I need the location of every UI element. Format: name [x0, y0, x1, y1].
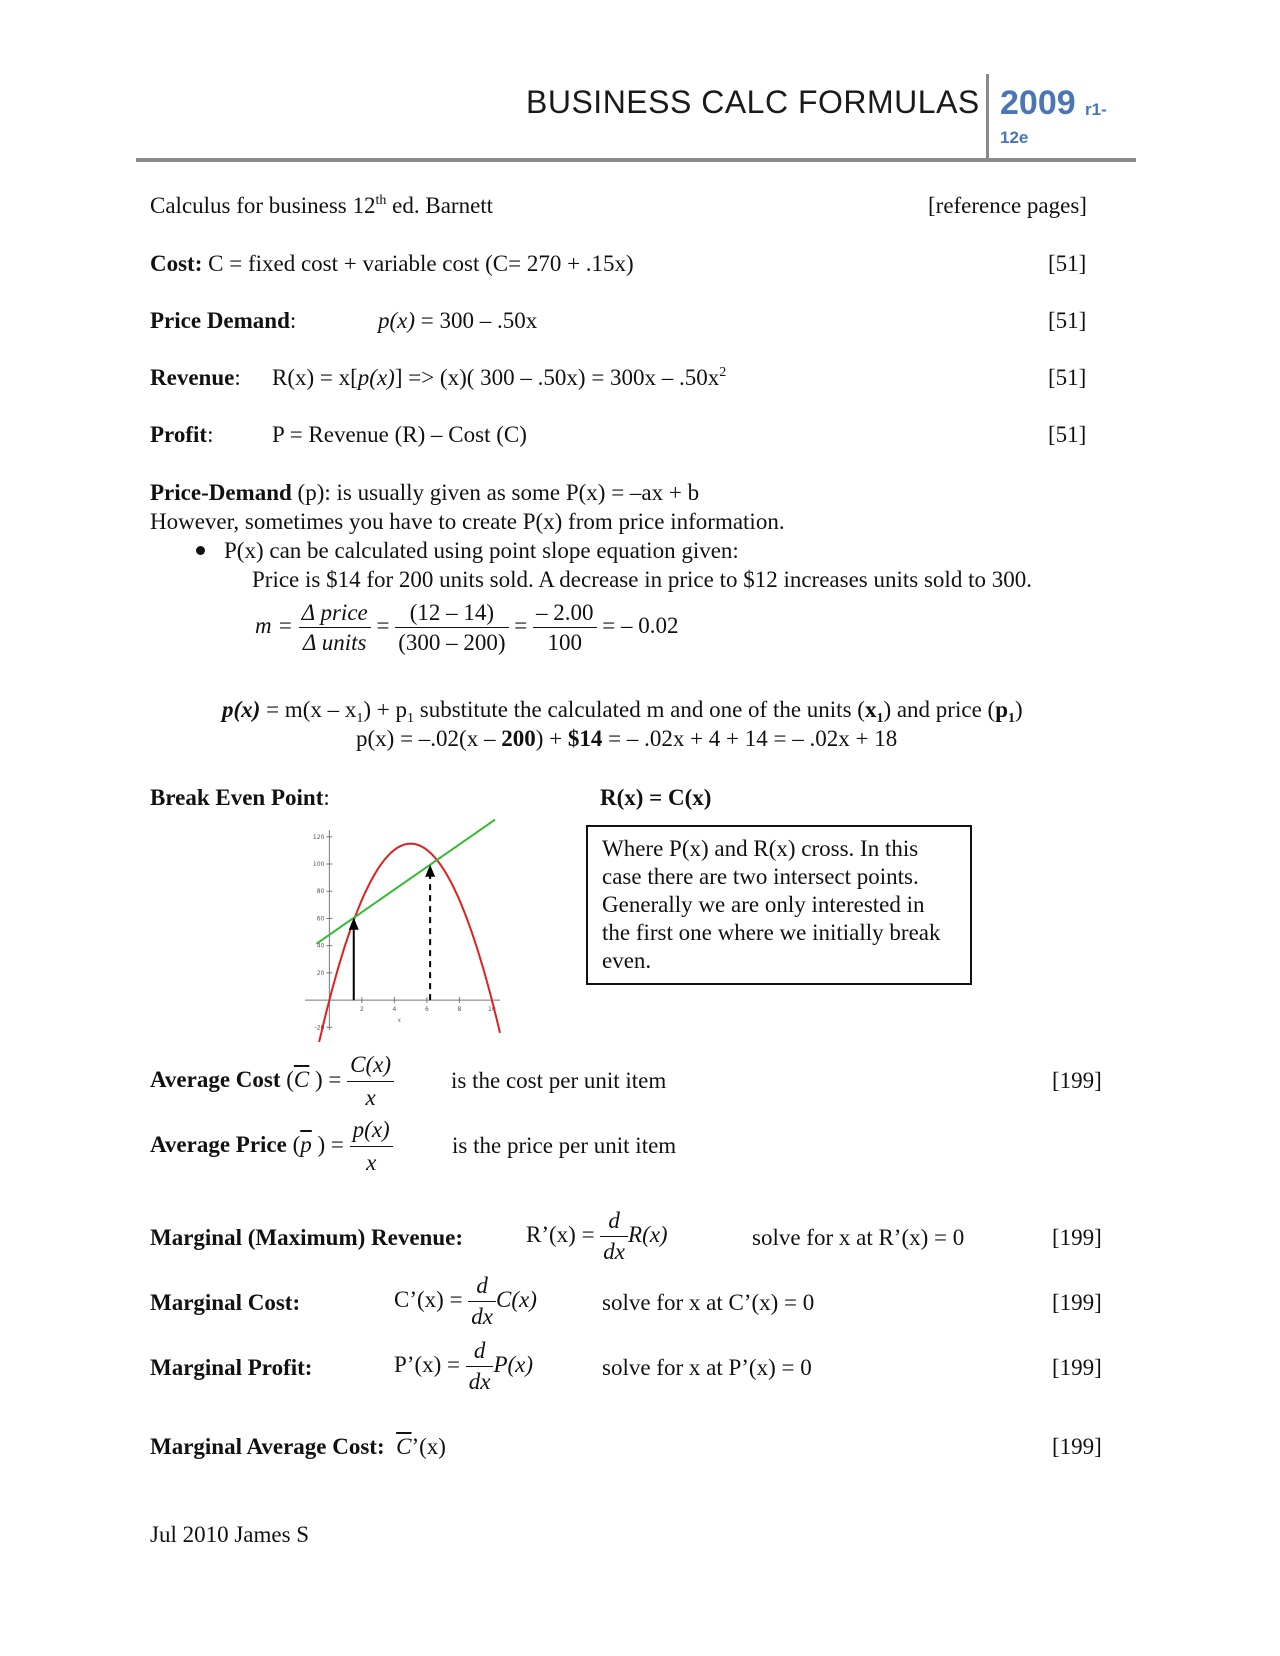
average-cost-formula: Average Cost ($\overline{C}$ ) = $\frac{C(x)}{x}$	[150, 1049, 394, 1114]
average-cost-text: is the cost per unit item	[451, 1068, 667, 1093]
book-reference: Calculus for business 12th ed. Barnett	[150, 193, 494, 218]
break-even-note-box: Where P(x) and R(x) cross. In this case there are two intersect points. Generally we are only interested in the first one where we initially break even.	[586, 825, 972, 985]
price-demand-p-line1: Price-Demand (p): is usually given as some P(x) = –ax + b	[150, 480, 700, 505]
price-example: Price is $14 for 200 units sold. A decrease in price to $12 increases units sold to 300.	[252, 567, 1032, 592]
reference-pages-label: [reference pages]	[928, 193, 1087, 218]
price-demand-ref: [51]	[1048, 308, 1087, 333]
marginal-cost-label: Marginal Cost:	[150, 1290, 301, 1315]
marginal-cost-ref: [199]	[1052, 1290, 1102, 1315]
header-rule	[136, 158, 1136, 162]
header-year: 2009	[1000, 84, 1076, 122]
y-tick-label: 100	[312, 861, 325, 869]
profit-label: Profit:	[150, 422, 214, 447]
price-demand-label: Price Demand:	[150, 308, 297, 333]
header-suffix: r1-	[1085, 100, 1107, 119]
revenue-ref: [51]	[1048, 365, 1087, 390]
footer-author: Jul 2010 James S	[150, 1522, 310, 1547]
revenue-curve	[305, 844, 500, 1042]
break-even-chart	[275, 812, 515, 1042]
marginal-average-cost: Marginal Average Cost: $\overline{C}’(x)$	[150, 1434, 446, 1459]
profit-formula: P = Revenue (R) – Cost (C)	[272, 422, 527, 447]
y-tick-label: -20	[314, 1024, 325, 1032]
average-cost-ref: [199]	[1052, 1068, 1102, 1093]
marginal-cost-formula: C’(x) = $\frac{d}{dx}$ C(x)	[394, 1273, 537, 1329]
substituted-formula: p(x) = –.02(x – 200) + $14 = – .02x + 4 + 14 = – .02x + 18	[356, 726, 898, 751]
break-even-label: Break Even Point:	[150, 785, 330, 810]
x-axis-label: x	[397, 1017, 402, 1025]
slope-calculation: m = $\frac{\text{Δ price}}{\text{Δ units}}$ = $\frac{(12 - 14)}{(300 - 200)}$ = $\frac{- 2.00}{100}$ = – 0.02	[255, 600, 679, 655]
revenue-formula: R(x) = x[p(x)] => (x)( $300 - .50x) = 300x - .50x^2$	[272, 365, 727, 390]
average-price-text: is the price per unit item	[452, 1133, 677, 1158]
marginal-profit-label: Marginal Profit:	[150, 1355, 313, 1380]
marginal-profit-ref: [199]	[1052, 1355, 1102, 1380]
marginal-revenue-formula: R’(x) = $\frac{d}{dx}$ R(x)	[526, 1208, 668, 1264]
revenue-label: Revenue:	[150, 365, 241, 390]
price-demand-p-line2: However, sometimes you have to create P(x) from price information.	[150, 509, 785, 534]
marginal-profit-formula: P’(x) = $\frac{d}{dx}$ P(x)	[394, 1338, 534, 1394]
y-tick-label: 20	[316, 969, 325, 977]
cost-ref: [51]	[1048, 251, 1087, 276]
average-price-formula: Average Price ($\overline{p}$ ) = $\frac{p(x)}{x}$	[150, 1114, 393, 1179]
header-suffix-2: 12e	[1000, 128, 1029, 147]
bullet-icon	[196, 546, 205, 555]
header-divider	[986, 74, 989, 160]
y-tick-label: 120	[312, 833, 325, 841]
point-slope-bullet-text: P(x) can be calculated using point slope equation given:	[224, 538, 739, 563]
x-tick-label: 2	[359, 1006, 364, 1014]
marginal-profit-solve: solve for x at P’(x) = 0	[602, 1355, 812, 1380]
marginal-revenue-ref: [199]	[1052, 1225, 1102, 1250]
profit-ref: [51]	[1048, 422, 1087, 447]
price-demand-formula: p(x) = 300 – .50x	[378, 308, 538, 333]
y-tick-label: 40	[316, 942, 325, 950]
x-tick-label: 8	[457, 1006, 462, 1014]
x-tick-label: 10	[488, 1006, 496, 1014]
page-title: BUSINESS CALC FORMULAS	[526, 84, 980, 120]
slope-fraction-3: $\frac{- 2.00}{100}$	[533, 598, 597, 657]
break-even-formula: R(x) = C(x)	[600, 785, 712, 810]
cost-formula: Cost: C = fixed cost + variable cost (C= 270 + .15x)	[150, 251, 634, 276]
x-tick-label: 6	[424, 1006, 429, 1014]
marginal-average-cost-ref: [199]	[1052, 1434, 1102, 1459]
marginal-revenue-solve: solve for x at R’(x) = 0	[752, 1225, 965, 1250]
slope-fraction-2: $\frac{(12 - 14)}{(300 - 200)}$	[395, 598, 508, 657]
x-tick-label: 4	[392, 1006, 397, 1014]
marginal-revenue-label: Marginal (Maximum) Revenue:	[150, 1225, 463, 1250]
y-tick-label: 80	[316, 888, 325, 896]
y-tick-label: 60	[316, 915, 325, 923]
point-slope-formula: $p(x) = m(x - x_1) + p_1$ substitute the calculated m and one of the units $(x_1)$ and price $(p_1)$	[222, 697, 1023, 726]
slope-fraction-1: $\frac{\text{Δ price}}{\text{Δ units}}$	[299, 598, 371, 657]
marginal-cost-solve: solve for x at C’(x) = 0	[602, 1290, 815, 1315]
